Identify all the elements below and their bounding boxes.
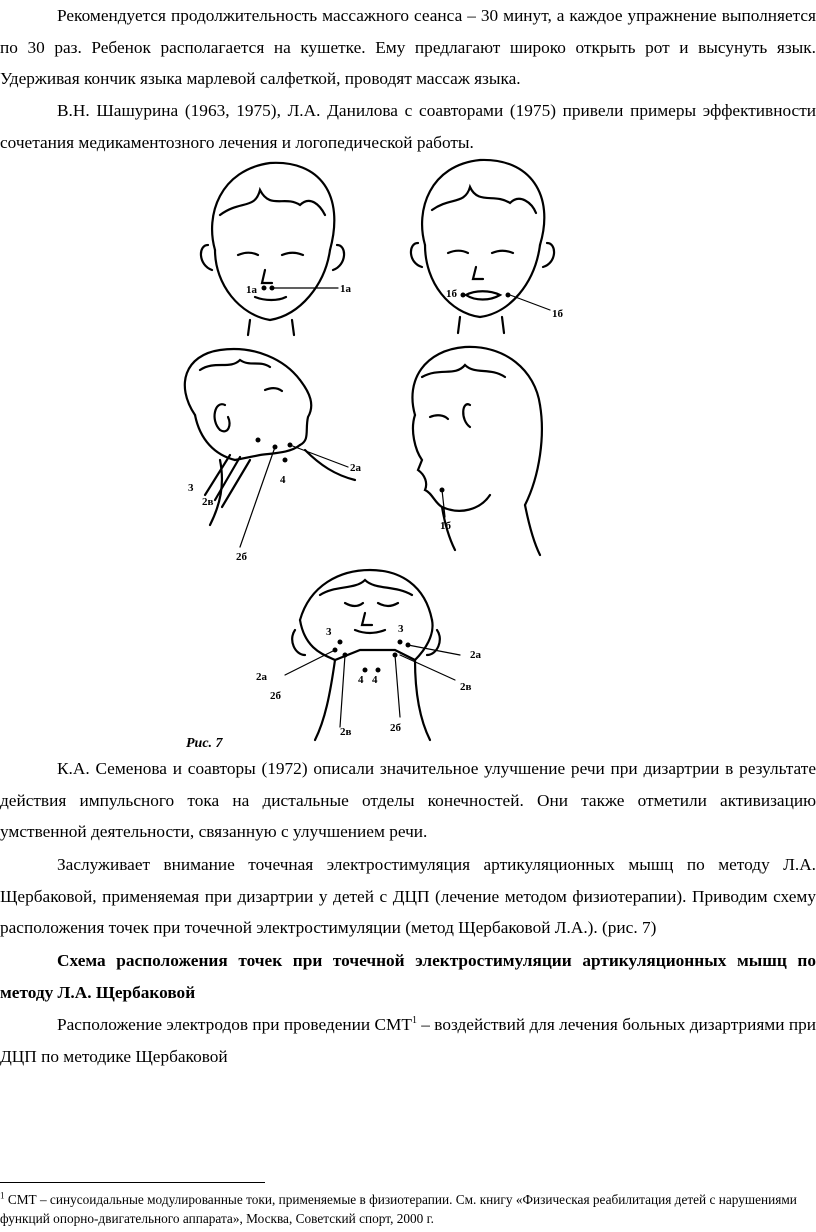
paragraph-semenova: К.А. Семенова и соавторы (1972) описали значительное улучшение речи при дизартрии в результате действия импульсного тока на дистальные отделы конечностей. Они также отметили активизацию умственной деятельности, связанную с улучшением речи.	[0, 759, 816, 841]
label-2b: 2б	[236, 551, 247, 563]
label-2b-bottom: 2б	[390, 722, 401, 734]
label-4-right: 4	[372, 674, 378, 686]
label-1b-right: 1б	[552, 308, 563, 320]
label-4: 4	[280, 474, 286, 486]
face-front-1	[201, 163, 344, 335]
footnote-mark: 1	[0, 1190, 5, 1201]
paragraph-shcherbakova: Заслуживает внимание точечная электростимуляция артикуляционных мышц по методу Л.А. Щербаковой, применяемая при дизартрии у детей с ДЦП (лечение методом физиотерапии). Приводим схему расположения точек при точечной электростимуляции (метод Щербаковой Л.А.). (рис. 7)	[0, 855, 816, 937]
face-profile	[412, 347, 541, 555]
label-2v-bottom: 2в	[340, 726, 352, 738]
footnote-text: СМТ – синусоидальные модулированные токи, применяемые в физиотерапии. См. книгу «Физическая реабилитация детей с нарушениями функций опорно-двигательного аппарата», Москва, Советский спорт, 2000 г.	[0, 1192, 797, 1226]
face-diagrams-svg	[160, 155, 590, 755]
electrode-points	[256, 286, 511, 673]
label-1a-right: 1а	[340, 283, 351, 295]
footnote-divider	[0, 1182, 265, 1183]
label-3: 3	[188, 482, 194, 494]
figure-electrode-points	[160, 155, 590, 755]
section-heading: Схема расположения точек при точечной электростимуляции артикуляционных мышц по методу Л.А. Щербаковой	[0, 951, 816, 1002]
label-2a-left: 2а	[256, 671, 267, 683]
label-2v: 2в	[202, 496, 214, 508]
figure-caption: Рис. 7	[186, 736, 223, 751]
label-2b-left: 2б	[270, 690, 281, 702]
paragraph-shashurina: В.Н. Шашурина (1963, 1975), Л.А. Данилова с соавторами (1975) привели примеры эффективности сочетания медикаментозного лечения и логопедической работы.	[0, 101, 816, 152]
label-2v-right: 2в	[460, 681, 472, 693]
paragraph-electrodes	[0, 1009, 816, 1072]
electrodes-text-end: – воздействий для лечения больных дизартриями при ДЦП по методике Щербаковой	[0, 1015, 816, 1066]
face-front-2	[411, 160, 554, 333]
label-2a-right: 2а	[470, 649, 481, 661]
label-3-left: 3	[326, 626, 332, 638]
label-4-left: 4	[358, 674, 364, 686]
footnote-ref[interactable]: 1	[411, 1015, 417, 1027]
paragraph-massage-duration: Рекомендуется продолжительность массажного сеанса – 30 минут, а каждое упражнение выполняется по 30 раз. Ребенок располагается на кушетке. Ему предлагают широко открыть рот и высунуть язык. Удерживая кончик языка марлевой салфеткой, проводят массаж языка.	[0, 6, 816, 88]
label-1b-left: 1б	[446, 288, 457, 300]
electrodes-text-start: Расположение электродов при проведении СМТ	[57, 1015, 412, 1034]
label-2a: 2а	[350, 462, 361, 474]
label-3-right: 3	[398, 623, 404, 635]
footnote	[0, 1190, 816, 1228]
face-tilted-back	[292, 570, 440, 740]
label-1b-profile: 1б	[440, 520, 451, 532]
label-1a-left: 1а	[246, 284, 257, 296]
